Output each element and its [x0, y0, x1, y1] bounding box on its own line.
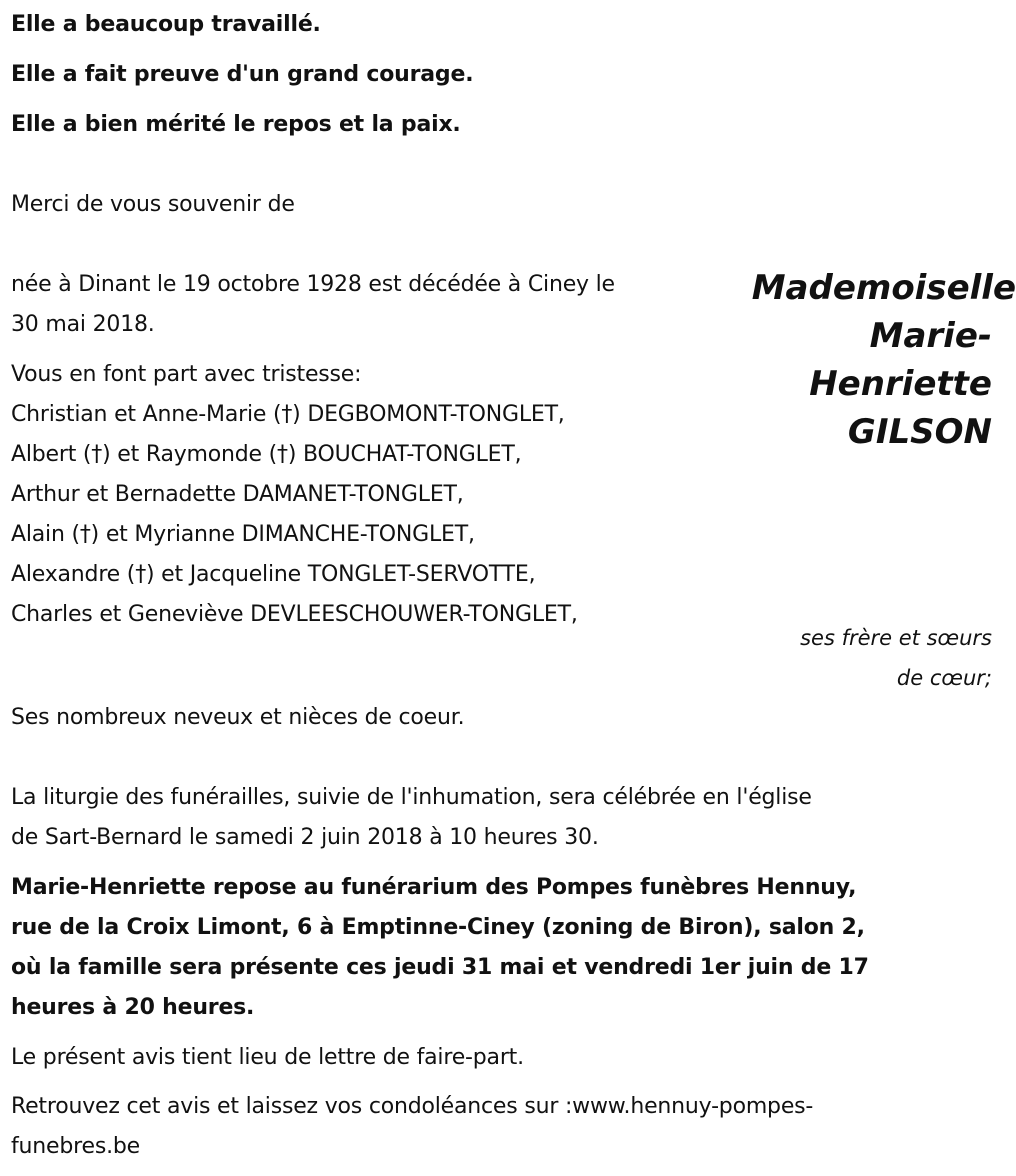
website-line: Retrouvez cet avis et laissez vos condoléances sur :www.hennuy-pompes-	[11, 1094, 814, 1119]
liturgy-line: La liturgie des funérailles, suivie de l'inhumation, sera célébrée en l'église	[11, 785, 812, 810]
relation-text: de cœur;	[896, 666, 992, 690]
family-member: Christian et Anne-Marie (†) DEGBOMONT-TONGLET,	[11, 402, 565, 427]
remember-text: Merci de vous souvenir de	[11, 192, 295, 217]
birth-death-line: 30 mai 2018.	[11, 312, 155, 337]
birth-death-line: née à Dinant le 19 octobre 1928 est décédée à Ciney le	[11, 272, 615, 297]
deceased-first-name: Henriette	[809, 364, 992, 404]
funerarium-line: Marie-Henriette repose au funérarium des Pompes funèbres Hennuy,	[11, 875, 857, 900]
deceased-title: Mademoiselle	[751, 268, 1016, 308]
relation-text: ses frère et sœurs	[800, 626, 992, 650]
intro-line: Elle a fait preuve d'un grand courage.	[11, 62, 474, 87]
notice-text: Le présent avis tient lieu de lettre de faire-part.	[11, 1045, 524, 1070]
deceased-name	[751, 264, 1016, 456]
family-member: Alain (†) et Myrianne DIMANCHE-TONGLET,	[11, 522, 475, 547]
funerarium-line: rue de la Croix Limont, 6 à Emptinne-Ciney (zoning de Biron), salon 2,	[11, 915, 865, 940]
nieces-nephews: Ses nombreux neveux et nièces de coeur.	[11, 705, 465, 730]
family-member: Albert (†) et Raymonde (†) BOUCHAT-TONGLET,	[11, 442, 522, 467]
deceased-first-name: Marie-	[869, 316, 992, 356]
intro-line: Elle a beaucoup travaillé.	[11, 12, 321, 37]
intro-line: Elle a bien mérité le repos et la paix.	[11, 112, 461, 137]
website-line: funebres.be	[11, 1134, 140, 1159]
family-member: Arthur et Bernadette DAMANET-TONGLET,	[11, 482, 464, 507]
funerarium-line: heures à 20 heures.	[11, 995, 255, 1020]
family-member: Charles et Geneviève DEVLEESCHOUWER-TONGLET,	[11, 602, 578, 627]
liturgy-line: de Sart-Bernard le samedi 2 juin 2018 à 10 heures 30.	[11, 825, 599, 850]
funerarium-line: où la famille sera présente ces jeudi 31 mai et vendredi 1er juin de 17	[11, 955, 869, 980]
deceased-last-name: GILSON	[847, 412, 992, 452]
family-member: Alexandre (†) et Jacqueline TONGLET-SERVOTTE,	[11, 562, 536, 587]
family-intro: Vous en font part avec tristesse:	[11, 362, 362, 387]
